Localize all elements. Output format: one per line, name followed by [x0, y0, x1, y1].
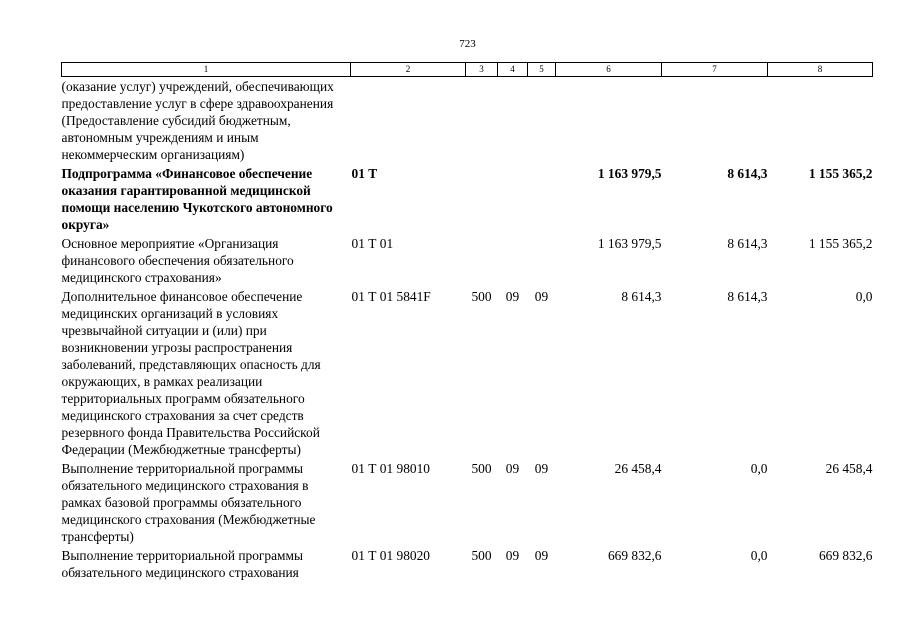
- row-amount-total: 1 163 979,5: [597, 166, 662, 181]
- column-header: 6: [556, 63, 662, 77]
- row-code: 01 Т 01 98010: [351, 461, 430, 476]
- row-subsection: 09: [534, 289, 549, 304]
- row-description: Выполнение территориальной программы обязательного медицинского страхования в рамках базовой программы обязательного медицинского страхования (Межбюджетные трансферты): [61, 461, 316, 544]
- row-amount-regional: 1 155 365,2: [808, 236, 873, 251]
- row-section: [498, 165, 528, 235]
- table-row: [62, 547, 873, 583]
- row-amount-total: 669 832,6: [607, 548, 662, 563]
- column-header: 2: [351, 63, 466, 77]
- column-numbers-row: [62, 63, 873, 77]
- budget-table: [61, 62, 873, 583]
- column-header: 5: [528, 63, 556, 77]
- row-subsection: [528, 77, 556, 166]
- row-amount-federal: 0,0: [750, 461, 768, 476]
- row-amount-total: 8 614,3: [621, 289, 662, 304]
- row-amount-regional: 669 832,6: [818, 548, 873, 563]
- column-header: 7: [662, 63, 768, 77]
- column-header: 4: [498, 63, 528, 77]
- row-amount-federal: [662, 77, 768, 166]
- row-description: (оказание услуг) учреждений, обеспечивающих предоставление услуг в сфере здравоохранения (Предоставление субсидий бюджетным, автономным учреждениям и иным некоммерческим организациям): [61, 79, 334, 162]
- row-section: [498, 235, 528, 288]
- row-amount-federal: 8 614,3: [727, 166, 768, 181]
- row-code: 01 Т 01 98020: [351, 548, 430, 563]
- table-row: [62, 288, 873, 460]
- column-header: 3: [466, 63, 498, 77]
- row-expense-type: [466, 235, 498, 288]
- row-section: 09: [505, 548, 520, 563]
- table-row: [62, 77, 873, 166]
- row-amount-federal: 8 614,3: [727, 236, 768, 251]
- page-number: 723: [459, 38, 476, 50]
- row-subsection: 09: [534, 461, 549, 476]
- row-description: Основное мероприятие «Организация финансового обеспечения обязательного медицинского страхования»: [61, 236, 294, 285]
- row-expense-type: [466, 77, 498, 166]
- row-subsection: [528, 165, 556, 235]
- row-amount-regional: 1 155 365,2: [808, 166, 873, 181]
- column-header: 8: [768, 63, 873, 77]
- row-expense-type: [466, 165, 498, 235]
- row-expense-type: 500: [471, 461, 492, 476]
- row-amount-federal: 0,0: [750, 548, 768, 563]
- row-section: 09: [505, 289, 520, 304]
- row-code: 01 Т 01 5841F: [351, 289, 431, 304]
- row-description: Выполнение территориальной программы обязательного медицинского страхования: [61, 548, 303, 580]
- row-amount-federal: 8 614,3: [727, 289, 768, 304]
- table-row: [62, 460, 873, 547]
- column-header: 1: [62, 63, 351, 77]
- row-amount-total: 26 458,4: [614, 461, 662, 476]
- row-amount-regional: 26 458,4: [825, 461, 873, 476]
- row-amount-regional: 0,0: [855, 289, 873, 304]
- row-amount-regional: [768, 77, 873, 166]
- table-row: [62, 235, 873, 288]
- table-row-subprogram: [62, 165, 873, 235]
- row-description: Дополнительное финансовое обеспечение медицинских организаций в условиях чрезвычайной ситуации и (или) при возникновении угрозы распространения заболеваний, представляющих опасность для окружающих, в рамках реализации территориальных программ обязательного медицинского страхования за счет средств резервного фонда Правительства Российской Федерации (Межбюджетные трансферты): [61, 289, 321, 457]
- row-amount-total: [556, 77, 662, 166]
- row-subsection: 09: [534, 548, 549, 563]
- row-code: 01 Т 01: [351, 236, 394, 251]
- row-section: [498, 77, 528, 166]
- row-amount-total: 1 163 979,5: [597, 236, 662, 251]
- row-expense-type: 500: [471, 548, 492, 563]
- row-expense-type: 500: [471, 289, 492, 304]
- row-section: 09: [505, 461, 520, 476]
- row-code: [351, 77, 466, 166]
- row-subsection: [528, 235, 556, 288]
- row-description: Подпрограмма «Финансовое обеспечение оказания гарантированной медицинской помощи населению Чукотского автономного округа»: [61, 166, 333, 232]
- row-code: 01 Т: [351, 166, 378, 181]
